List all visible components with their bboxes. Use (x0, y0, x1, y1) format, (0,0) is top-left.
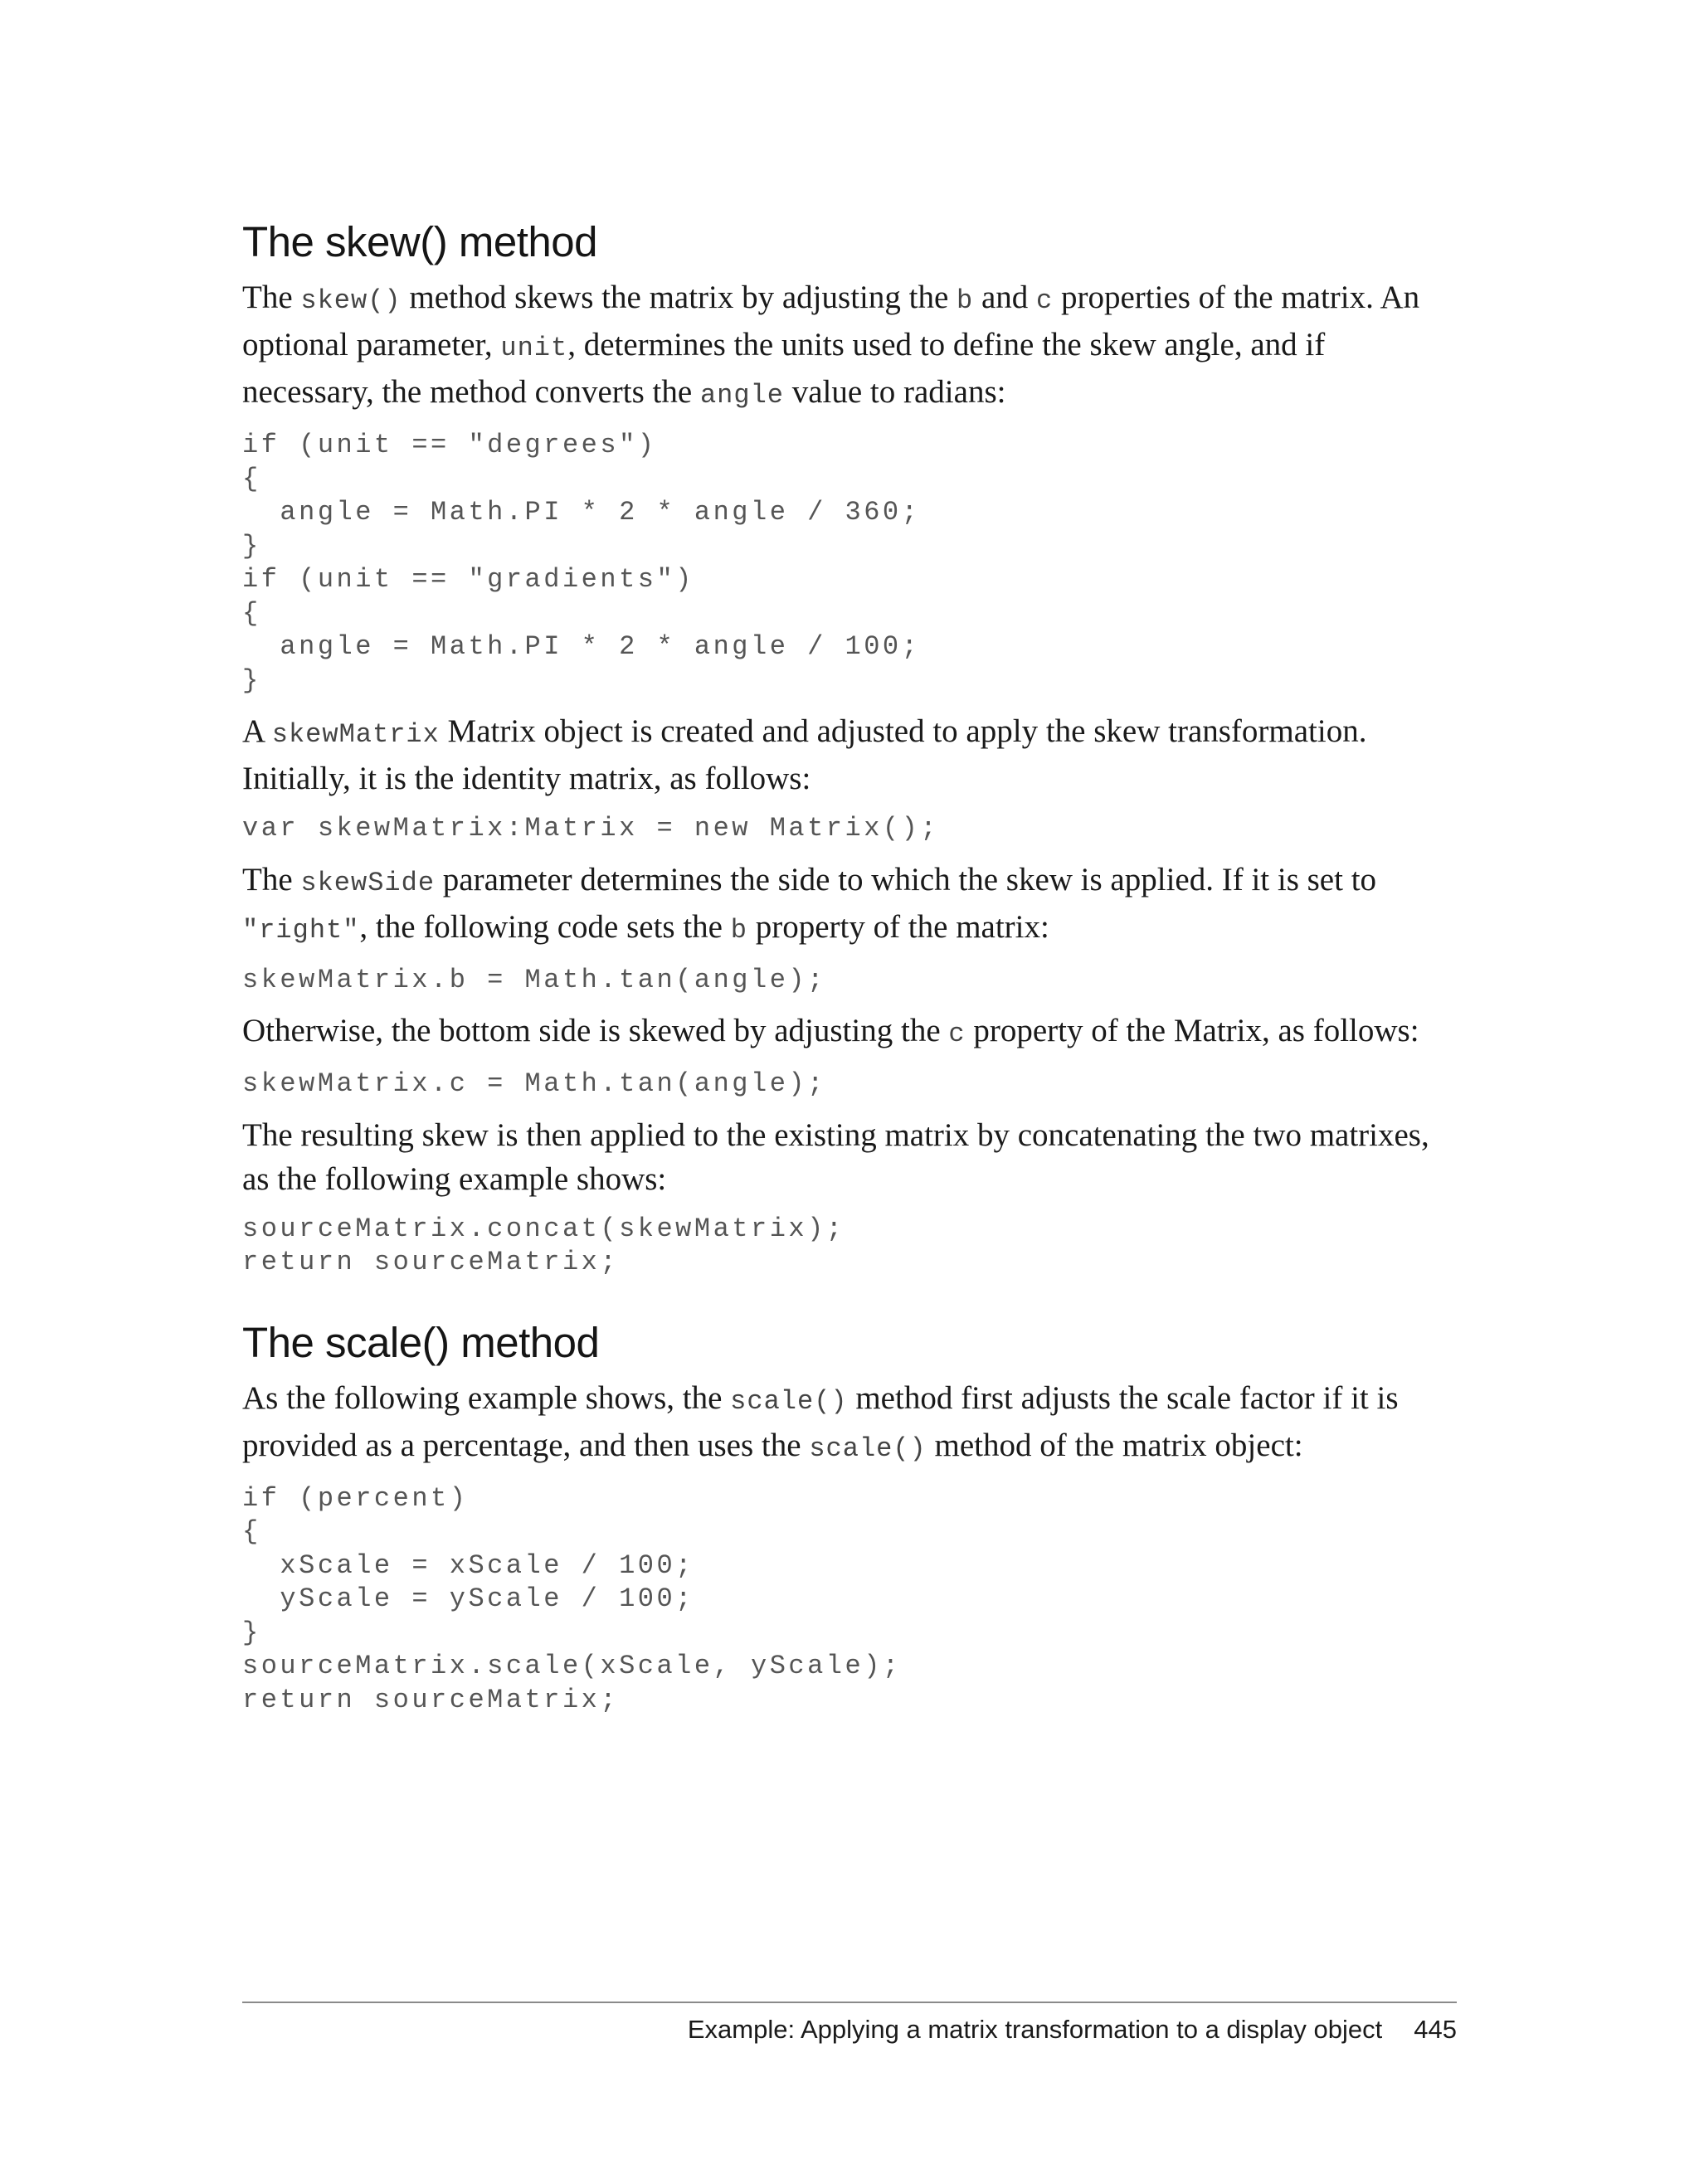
inline-code: c (948, 1019, 966, 1049)
page-body (242, 217, 1462, 1729)
text-run: Otherwise, the bottom side is skewed by adjusting the (242, 1013, 949, 1048)
inline-code: unit (500, 333, 568, 363)
skew-intro-paragraph (242, 275, 1462, 417)
text-run: The (242, 280, 301, 315)
page-number: 445 (1414, 2015, 1457, 2044)
inline-code: b (957, 285, 974, 316)
scale-method-heading: The scale() method (242, 1318, 600, 1366)
inline-code: c (1036, 285, 1054, 316)
text-run: method of the matrix object: (926, 1427, 1303, 1463)
text-run: Matrix object is created and adjusted to apply the skew transformation. Initially, it is the identity matrix, as follows: (242, 713, 1367, 796)
inline-code: scale() (730, 1385, 848, 1417)
inline-code: skew() (300, 285, 402, 316)
code-block-set-b: skewMatrix.b = Math.tan(angle); (242, 964, 826, 995)
text-run: The (242, 861, 301, 897)
text-run: value to radians: (783, 374, 1006, 410)
scale-intro-paragraph (242, 1376, 1462, 1471)
inline-code: skewMatrix (271, 719, 440, 750)
running-title: Example: Applying a matrix transformation to a display object (687, 2015, 1383, 2044)
skew-side-paragraph (242, 858, 1462, 952)
skew-method-heading: The skew() method (242, 218, 597, 265)
code-block-set-c: skewMatrix.c = Math.tan(angle); (242, 1068, 826, 1099)
skew-matrix-paragraph (242, 709, 1462, 800)
footer-divider (242, 2002, 1457, 2003)
inline-code: skewSide (300, 867, 436, 898)
text-run: property of the matrix: (747, 908, 1049, 945)
text-run: properties of the matrix. An optional parameter, (242, 280, 1420, 362)
inline-code: angle (699, 380, 784, 411)
text-run: and (973, 280, 1037, 315)
text-run: method skews the matrix by adjusting the (401, 280, 957, 315)
inline-code: "right" (242, 914, 360, 946)
text-run: parameter determines the side to which the skew is applied. If it is set to (435, 861, 1377, 897)
concat-paragraph: The resulting skew is then applied to the existing matrix by concatenating the two matrixes, as the following example shows: (242, 1116, 1429, 1197)
page-footer (688, 2013, 1457, 2046)
text-run: A (242, 713, 272, 749)
text-run: property of the Matrix, as follows: (965, 1013, 1419, 1048)
text-run: method first adjusts the scale factor if it is provided as a percentage, and then uses the (242, 1379, 1399, 1463)
code-block-new-matrix: var skewMatrix:Matrix = new Matrix(); (242, 813, 940, 844)
code-block-concat: sourceMatrix.concat(skewMatrix); return sourceMatrix; (242, 1213, 845, 1277)
code-block-unit-conversion: if (unit == "degrees") { angle = Math.PI * 2 * angle / 360; } if (unit == "gradients") { angle = Math.PI * 2 * angle / 100; } (242, 430, 921, 696)
inline-code: scale() (809, 1432, 927, 1464)
code-block-scale: if (percent) { xScale = xScale / 100; yScale = yScale / 100; } sourceMatrix.scale(xScale, yScale); return sourceMatrix; (242, 1482, 902, 1715)
text-run: As the following example shows, the (242, 1379, 731, 1416)
text-run: , determines the units used to define the skew angle, and if necessary, the method converts the (242, 327, 1326, 410)
bottom-skew-paragraph (242, 1009, 1462, 1056)
text-run: , the following code sets the (359, 908, 731, 945)
inline-code: b (730, 914, 747, 946)
